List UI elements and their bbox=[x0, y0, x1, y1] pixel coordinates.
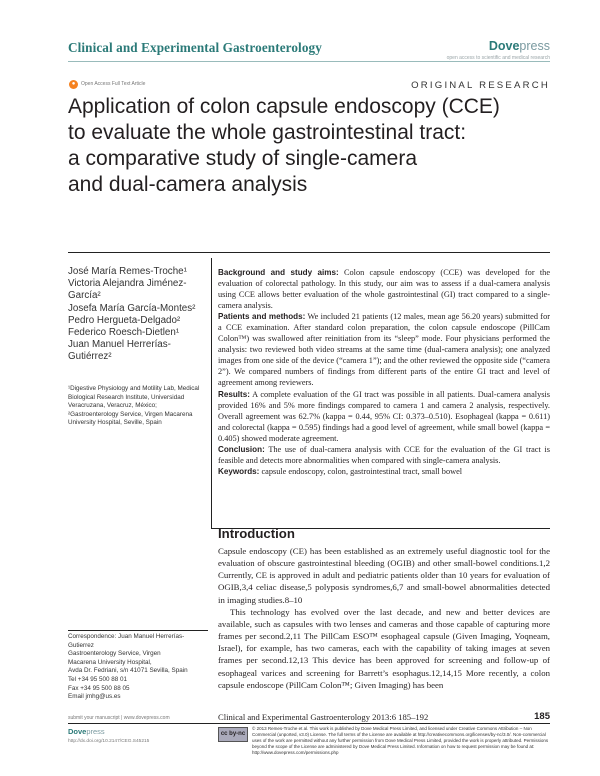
title-line: to evaluate the whole gastrointestinal tract: bbox=[68, 121, 467, 144]
correspondence bbox=[68, 633, 208, 702]
open-access-label: Open Access Full Text Article bbox=[81, 81, 146, 87]
correspondence-email[interactable]: Email jmhg@us.es bbox=[68, 693, 121, 701]
abstract-label: Keywords: bbox=[218, 466, 260, 476]
paragraph: This technology has evolved over the last decade, and new and better devices are available, such as capsules with two lenses and cameras and those capable of capturing more frames per second.2,11 The PillCam ESO™ esophageal capsule (Given Imaging, Yoqneam, Israel), for example, has two cameras, each with the capability of taking images at seven frames per second.12,13 This device has been approved for screening and follow-up of esophageal varices and screening for Barrett’s esophagus.12,14,15 More recently, a colon capsule endoscope (PillCam Colon™; Given Imaging) has been bbox=[218, 606, 550, 690]
title-line: Application of colon capsule endoscopy (CCE) bbox=[68, 95, 500, 118]
author-line: Juan Manuel Herrerías- bbox=[68, 339, 171, 351]
doi-link[interactable]: http://dx.doi.org/10.2147/CEG.S45215 bbox=[68, 739, 150, 744]
paragraph: Capsule endoscopy (CE) has been established as an extremely useful diagnostic tool for the evaluation of obscure gastrointestinal bleeding (OGIB) and other small-bowel conditions.1,2 Currently, CE is approved in adult and pediatric patients older than 10 years for evaluation of OGIB,3,4 celiac disease,5 polyposis syndromes,6,7 and small-bowel abnormalities detected in imaging studies.8–10 bbox=[218, 546, 550, 605]
section-heading: Introduction bbox=[218, 526, 295, 541]
abstract-conclusion bbox=[218, 444, 550, 466]
footer-logo-bold: Dove bbox=[68, 727, 87, 736]
footer-logo-rest: press bbox=[86, 727, 105, 736]
abstract-label: Patients and methods: bbox=[218, 312, 306, 322]
publisher-tagline: open access to scientific and medical research bbox=[446, 55, 550, 61]
abstract-vertical-rule bbox=[211, 258, 212, 528]
abstract-keywords bbox=[218, 466, 550, 477]
title-line: and dual-camera analysis bbox=[68, 173, 308, 196]
abstract-text: Colon capsule endoscopy (CCE) was developed for the evaluation of colorectal pathology. In this study, our aim was to assess if a dual-camera analysis using CCE allows better evaluation of the whole gastrointestinal (GI) tract compared to a single-camera analysis. bbox=[218, 268, 550, 311]
abstract-label: Background and study aims: bbox=[218, 268, 339, 277]
publisher-logo[interactable] bbox=[489, 39, 550, 53]
abstract-label: Conclusion: bbox=[218, 444, 265, 454]
footer-citation: Clinical and Experimental Gastroenterology 2013:6 185–192 bbox=[218, 712, 429, 722]
author-line: Josefa María García-Montes² bbox=[68, 302, 196, 314]
author-line: Gutiérrez² bbox=[68, 351, 112, 363]
article-title bbox=[68, 94, 538, 198]
footer-publisher-logo[interactable] bbox=[68, 727, 105, 736]
author-line: José María Remes-Troche¹ bbox=[68, 266, 187, 277]
creative-commons-icon: cc by-nc bbox=[218, 727, 248, 742]
open-access-icon: ● bbox=[69, 80, 78, 89]
footer-divider bbox=[68, 723, 550, 724]
author-line: García² bbox=[68, 290, 101, 302]
abstract-results bbox=[218, 389, 550, 444]
publisher-logo-rest: press bbox=[519, 39, 550, 53]
correspondence-label: Gutierrez bbox=[68, 641, 94, 649]
correspondence-line: Macarena University Hospital, bbox=[68, 658, 152, 666]
correspondence-line: Avda Dr. Fedriani, s/n 41071 Sevilla, Spain bbox=[68, 667, 188, 675]
abstract bbox=[218, 267, 550, 477]
author-line: Victoria Alejandra Jiménez- bbox=[68, 278, 187, 290]
introduction-body bbox=[218, 545, 550, 691]
abstract-text: We included 21 patients (12 males, mean age 56.20 years) submitted for a CCE examination. After standard colon preparation, the colon capsule endoscope (PillCam Colon™) was swallowed after reinitiation from its “sleep” mode. Four physicians performed the analysis: two reviewed both video streams at the same time (dual-camera analysis); one analyzed images from one side of the device (“camera 1”); and the other reviewed the opposite side (“camera 2”). We compared numbers of findings from different parts of the entire GI tract and level of agreement among reviewers. bbox=[218, 312, 550, 388]
correspondence-label: Correspondence: Juan Manuel Herrerías- bbox=[68, 633, 185, 640]
submit-link[interactable]: submit your manuscript | www.dovepress.com bbox=[68, 715, 170, 721]
publisher-logo-bold: Dove bbox=[488, 39, 520, 53]
correspondence-line: Gastroenterology Service, Virgen bbox=[68, 650, 161, 658]
correspondence-line: Tel +34 95 500 88 01 bbox=[68, 675, 127, 683]
journal-name: Clinical and Experimental Gastroenterology bbox=[68, 40, 322, 55]
article-type: ORIGINAL RESEARCH bbox=[411, 80, 550, 91]
abstract-label: Results: bbox=[218, 389, 250, 399]
license-text: © 2013 Remes-Troche et al. This work is published by Dove Medical Press Limited, and licensed under Creative Commons Attribution – Non Commercial (unported, v3.0) License. The full terms of the License are available at http://creativecommons.org/licenses/by-nc/3.0/. Non-commercial uses of the work are permitted without any further permission from Dove Medical Press Limited, provided the work is properly attributed. Permissions beyond the scope of the License are administered by Dove Medical Press Limited. Information on how to request permission may be found at: http://www.dovepress.com/permissions.php bbox=[252, 726, 549, 755]
abstract-text: capsule endoscopy, colon, gastrointestinal tract, small bowel bbox=[261, 466, 463, 476]
abstract-text: A complete evaluation of the GI tract was possible in all patients. Dual-camera analysis provided 16% and 5% more findings compared to camera 1 and camera 2 analysis, respectively. Overall agreement was 62.7% (kappa = 0.44, 95% CI: 0.373–0.510). Esophageal (kappa = 0.611) and colorectal (kappa = 0.595) findings had a good level of agreement, while small bowel (kappa = 0.405) showed moderate agreement. bbox=[218, 389, 550, 443]
title-line: a comparative study of single-camera bbox=[68, 147, 417, 170]
abstract-text: The use of dual-camera analysis with CCE for the evaluation of the GI tract is feasible and detects more abnormalities when compared with single-camera analysis. bbox=[218, 444, 550, 465]
header-divider bbox=[68, 61, 550, 62]
author-line: Federico Roesch-Dietlen¹ bbox=[68, 327, 180, 339]
correspondence-line: Fax +34 95 500 88 05 bbox=[68, 684, 130, 692]
author-line: Pedro Hergueta-Delgado² bbox=[68, 314, 181, 326]
affiliations: ¹Digestive Physiology and Motility Lab, Medical Biological Research Institute, Universidad Veracruzana, Veracruz, México; ²Gastroenterology Service, Virgen Macarena University Hospital, Seville, Spain bbox=[68, 385, 200, 427]
author-list bbox=[68, 266, 208, 364]
abstract-background bbox=[218, 267, 550, 311]
abstract-patients bbox=[218, 311, 550, 388]
title-divider bbox=[68, 252, 550, 253]
correspondence-divider bbox=[68, 630, 208, 631]
page-number: 185 bbox=[534, 711, 550, 722]
